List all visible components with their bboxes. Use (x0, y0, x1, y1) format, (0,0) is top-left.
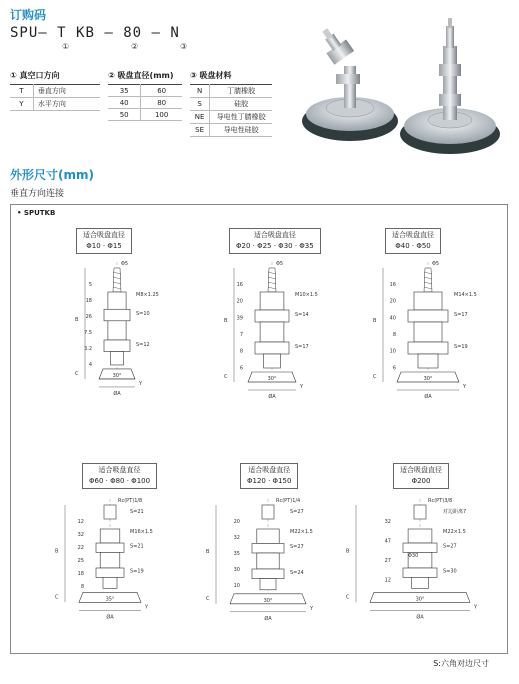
hex-nut (403, 543, 437, 552)
label-line: Φ60 · Φ80 · Φ100 (89, 477, 151, 485)
table-cell: T (10, 85, 33, 98)
dimension-value: 12 (384, 577, 391, 584)
hex-nut (96, 568, 124, 577)
thread-body (108, 292, 126, 309)
thread-body (260, 322, 284, 342)
angle-text: 30° (415, 596, 425, 603)
hex-size-text: S=19 (130, 568, 144, 575)
b-label: B (75, 316, 79, 323)
table-cell: 垂直方向 (33, 85, 100, 98)
dimension-value: 32 (384, 519, 391, 525)
b-label: B (224, 318, 228, 324)
model-part: 80 (123, 25, 143, 41)
hex-nut (104, 340, 130, 352)
label-line: 适合吸盘直径 (98, 466, 141, 474)
port-block (104, 505, 116, 519)
thread-body (257, 553, 279, 569)
hex-size-text: S=19 (454, 344, 468, 350)
label-line: 适合吸盘直径 (83, 231, 125, 239)
hex-nut (96, 543, 124, 552)
dimension-value: 6 (239, 365, 243, 372)
y-label: Y (145, 604, 149, 611)
model-part: SPU (10, 25, 39, 41)
hex-size-text: S=30 (443, 568, 457, 575)
label-line: 适合吸盘直径 (253, 231, 296, 239)
dia-a-text: ØA (106, 614, 114, 621)
tube-fitting (113, 268, 121, 292)
dimension-value: 25 (77, 558, 84, 564)
model-part: – (104, 25, 114, 41)
dia-a-text: ØA (113, 390, 121, 397)
c-label: C (55, 594, 59, 601)
hex-size-text: S=27 (443, 543, 457, 550)
table-cell: 50 (108, 109, 141, 121)
dimension-value: 30 (233, 567, 240, 573)
angle-text: 30° (263, 597, 273, 604)
dimension-value: 8 (80, 584, 84, 590)
b-label: B (55, 548, 59, 555)
dimensions-subtitle: 垂直方向连接 (10, 189, 65, 199)
hex-size-text: S=27 (290, 509, 304, 515)
hex-size-text: S=27 (290, 544, 304, 551)
dimension-value: 40 (389, 315, 396, 322)
shaft (418, 354, 438, 368)
hex-size-text: S=12 (136, 341, 150, 348)
c-label: C (346, 594, 350, 601)
table-cell: 硅胶 (210, 98, 272, 111)
dimension-value: 35 (233, 551, 240, 557)
thread-body (100, 529, 120, 543)
hex-nut (255, 310, 289, 322)
thread-body (100, 552, 120, 568)
table-cell: 60 (141, 85, 182, 97)
diameter-table-title: ② 吸盘直径(mm) (108, 71, 174, 80)
table-cell: 水平方向 (33, 98, 100, 111)
footnote: S:六角对边尺寸 (433, 659, 489, 668)
c-label: C (206, 595, 210, 602)
thread-text: M16×1.5 (130, 529, 153, 535)
dimension-value: 10 (389, 348, 396, 355)
hex-size-text: S=21 (130, 543, 144, 550)
label-line: Φ120 · Φ150 (247, 477, 292, 485)
dimension-value: 8 (239, 348, 243, 355)
dimension-value: 26 (85, 314, 92, 320)
dimension-value: 3.2 (84, 346, 92, 352)
dimension-value: 32 (77, 532, 84, 538)
label-line: Φ40 · Φ50 (395, 242, 431, 250)
tube-dia-text: Φ5 (432, 261, 440, 267)
port-block (262, 505, 274, 519)
table-cell: S (190, 98, 210, 111)
table-cell: 40 (108, 97, 141, 109)
hex-nut (252, 543, 284, 553)
circled-1: ① (62, 42, 70, 51)
dia-a-text: ØA (424, 394, 432, 400)
table-cell: SE (190, 124, 210, 137)
tube-dia-text: Φ5 (121, 261, 129, 267)
dimension-value: 5 (88, 282, 92, 288)
thread-text: M8×1.25 (136, 292, 159, 298)
dia-a-text: ØA (268, 394, 276, 400)
thread-body (414, 322, 442, 342)
thread-text: M10×1.5 (295, 292, 318, 298)
label-line: Φ20 · Φ25 · Φ30 · Φ35 (236, 242, 314, 250)
hex-size-text: S=21 (130, 509, 144, 515)
shaft (264, 354, 281, 368)
b-label: B (346, 548, 350, 555)
dimension-value: 18 (85, 298, 92, 304)
model-part: N (170, 25, 180, 41)
tube-fitting (268, 268, 276, 292)
port-thread-text: Rc(PT)3/8 (428, 498, 453, 504)
dimension-value: 4 (88, 362, 92, 368)
hex-nut (403, 568, 437, 577)
y-label: Y (463, 384, 467, 390)
thread-body (408, 529, 432, 543)
hex-size-text: S=24 (290, 569, 304, 576)
dimension-value: 47 (384, 538, 391, 545)
angle-text: 30° (423, 376, 433, 382)
label-line: Φ200 (411, 477, 431, 485)
hex-nut (408, 310, 448, 322)
model-part: – (38, 25, 48, 41)
thread-text: M22×1.5 (443, 529, 466, 535)
port-block (414, 505, 426, 519)
dia-a-text: ØA (264, 615, 272, 622)
c-label: C (224, 374, 228, 380)
model-part: T (57, 25, 67, 41)
dimension-value: 12 (77, 519, 84, 525)
dimension-value: 16 (236, 282, 243, 288)
y-label: Y (139, 380, 143, 387)
model-part: KB (76, 25, 95, 41)
label-line: 适合吸盘直径 (248, 466, 291, 474)
shaft (260, 579, 276, 590)
y-label: Y (310, 605, 314, 612)
label-line: 适合吸盘直径 (392, 231, 434, 239)
b-label: B (206, 549, 210, 555)
direction-table-title: ① 真空口方向 (10, 71, 60, 80)
dimension-value: 6 (392, 365, 396, 372)
angle-text: 30° (112, 372, 122, 379)
thread-body (108, 321, 126, 340)
thread-body (257, 529, 279, 543)
port-thread-text: Rc(PT)1/8 (118, 498, 143, 504)
table-cell: 80 (141, 97, 182, 109)
model-part: – (151, 25, 161, 41)
hex-nut (408, 342, 448, 354)
dimensions-title: 外形尺寸(mm) (10, 168, 94, 182)
dimension-value: 7 (239, 332, 243, 338)
hex-size-text: S=17 (295, 344, 309, 350)
dimension-value: 8 (392, 332, 396, 338)
dimension-value: 18 (77, 571, 84, 577)
table-cell: 导电性硅胶 (210, 124, 272, 137)
shaft (103, 577, 117, 588)
circled-2: ② (131, 42, 139, 51)
dimension-value: 32 (233, 535, 240, 541)
series-label: • SPUTKB (17, 209, 56, 217)
hex-size-text: S=14 (295, 312, 309, 318)
y-label: Y (300, 384, 304, 390)
order-code-title: 订购码 (10, 8, 47, 22)
dimension-value: 20 (233, 519, 240, 525)
inner-dia-text: Φ30 (408, 553, 419, 560)
hex-nut (104, 309, 130, 321)
thread-body (414, 292, 442, 310)
hex-size-text: S=10 (136, 311, 150, 318)
dia-a-text: ØA (416, 614, 424, 621)
shaft (111, 352, 124, 365)
c-label: C (373, 374, 377, 380)
dimension-value: 16 (389, 282, 396, 288)
hex-size-text: 对边距离7 (443, 509, 467, 515)
b-label: B (373, 318, 377, 324)
thread-body (260, 292, 284, 310)
material-table-title: ③ 吸盘材料 (190, 71, 232, 80)
dimension-value: 7.5 (84, 330, 92, 336)
dimension-value: 20 (389, 298, 396, 305)
angle-text: 30° (267, 376, 277, 382)
table-cell: NE (190, 111, 210, 124)
y-label: Y (474, 604, 478, 611)
circled-3: ③ (180, 42, 188, 51)
hex-nut (255, 342, 289, 354)
tube-fitting (424, 268, 432, 292)
port-thread-text: Rc(PT)1/4 (276, 498, 301, 504)
hex-nut (252, 569, 284, 579)
table-cell: N (190, 85, 210, 98)
table-cell: 丁腈橡胶 (210, 85, 272, 98)
thread-text: M22×1.5 (290, 529, 313, 535)
table-cell: 导电性丁腈橡胶 (210, 111, 272, 124)
dimension-value: 39 (236, 315, 243, 322)
dimension-value: 20 (236, 298, 243, 305)
table-cell: 100 (141, 109, 182, 121)
label-line: 适合吸盘直径 (400, 466, 442, 474)
dimension-value: 10 (233, 583, 240, 589)
label-line: Φ10 · Φ15 (86, 242, 122, 250)
angle-text: 35° (105, 596, 115, 603)
table-cell: 35 (108, 85, 141, 97)
shaft (412, 577, 429, 588)
tube-dia-text: Φ5 (276, 261, 284, 267)
thread-text: M14×1.5 (454, 292, 477, 298)
dimension-value: 22 (77, 545, 84, 551)
dimension-value: 27 (384, 558, 391, 564)
table-cell: Y (10, 98, 33, 111)
hex-size-text: S=17 (454, 312, 468, 318)
c-label: C (75, 370, 79, 377)
